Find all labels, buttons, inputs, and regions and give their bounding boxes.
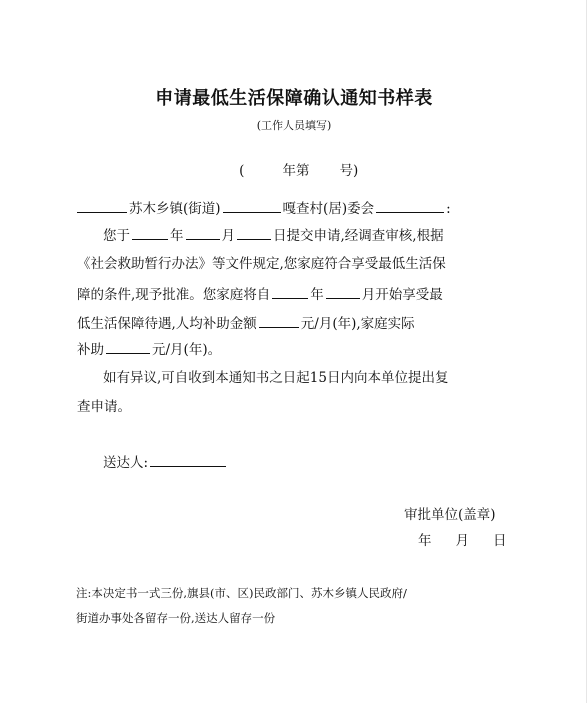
- para1-text-year: 年: [170, 228, 184, 244]
- town-blank[interactable]: [77, 198, 127, 213]
- village-label: 嘎查村(居)委会: [282, 201, 375, 217]
- committee-blank[interactable]: [376, 198, 444, 213]
- para1-line3: [77, 284, 443, 304]
- para1-text-month: 月: [221, 228, 235, 244]
- document-title: 申请最低生活保障确认通知书样表: [155, 88, 433, 109]
- para1-text-unit: 元/月(年),家庭实际: [300, 316, 415, 332]
- para1-line2: 《社会救助暂行办法》等文件规定,您家庭符合享受最低生活保: [77, 256, 446, 272]
- para1-text-subsidy: 补助: [77, 342, 104, 358]
- note-line2: 街道办事处各留存一份,送达人留存一份: [76, 611, 276, 625]
- start-year-blank[interactable]: [272, 284, 308, 299]
- village-blank[interactable]: [223, 198, 281, 213]
- para1-line1: [103, 225, 444, 245]
- delivery-line: [103, 452, 228, 472]
- para2-line1: 如有异议,可自收到本通知书之日起15日内向本单位提出复: [103, 370, 449, 386]
- per-capita-amount-blank[interactable]: [259, 313, 299, 328]
- para1-text-youyu: 您于: [103, 228, 130, 244]
- para2-line2: 查申请。: [77, 399, 131, 415]
- para1-text-subsidy-unit: 元/月(年)。: [152, 342, 222, 358]
- para1-text-start-month: 月开始享受最: [361, 287, 443, 303]
- document-subtitle: (工作人员填写): [256, 119, 332, 132]
- address-line: [77, 198, 451, 218]
- address-colon: :: [446, 201, 451, 217]
- document-number-line: [222, 143, 372, 195]
- approval-date: [418, 532, 507, 550]
- docno-year-label: 年第: [282, 163, 310, 179]
- para1-text-submit: 日提交申请,经调查审核,根据: [273, 228, 444, 244]
- para1-text-start: 障的条件,现予批准。您家庭将自: [77, 287, 271, 303]
- delivery-person-blank[interactable]: [150, 452, 226, 467]
- submit-month-blank[interactable]: [186, 225, 220, 240]
- note-line1: 注:本决定书一式三份,旗县(市、区)民政部门、苏木乡镇人民政府/: [76, 586, 407, 600]
- date-year-label: 年: [418, 533, 432, 549]
- family-subsidy-blank[interactable]: [106, 339, 150, 354]
- submit-day-blank[interactable]: [237, 225, 271, 240]
- approval-unit: 审批单位(盖章): [404, 507, 496, 523]
- date-month-label: 月: [455, 533, 469, 549]
- docno-number-label: 号): [339, 163, 359, 179]
- delivery-label: 送达人:: [103, 455, 149, 471]
- town-label: 苏木乡镇(街道): [129, 201, 221, 217]
- docno-open: (: [239, 163, 245, 179]
- start-month-blank[interactable]: [326, 284, 360, 299]
- para1-text-start-year: 年: [310, 287, 324, 303]
- submit-year-blank[interactable]: [132, 225, 168, 240]
- para1-line5: [77, 339, 221, 359]
- para1-text-amount: 低生活保障待遇,人均补助金额: [77, 316, 257, 332]
- date-day-label: 日: [493, 533, 507, 549]
- para1-line4: [77, 313, 415, 333]
